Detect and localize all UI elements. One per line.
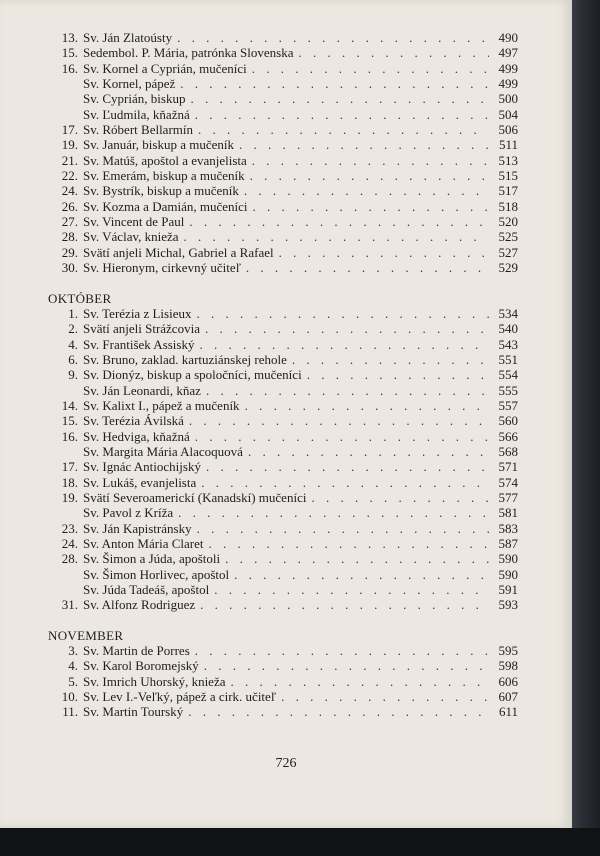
entry-page-number: 499: [498, 60, 518, 76]
entry-page-number: 577: [498, 489, 518, 505]
dot-leader: [197, 521, 489, 536]
entry-page-number: 590: [498, 566, 518, 582]
toc-entry: [48, 168, 518, 183]
toc-entry: [48, 444, 518, 459]
entry-day: 13.: [61, 30, 78, 45]
entry-day: 9.: [68, 367, 78, 383]
toc-entry: [48, 567, 518, 582]
entry-day: 19.: [61, 137, 78, 153]
dot-leader: [195, 429, 489, 444]
dot-leader: [188, 704, 489, 719]
toc-entry: [48, 704, 518, 719]
entry-day: 2.: [68, 321, 78, 337]
entry-title: Sv. Karol Boromejský: [83, 658, 199, 674]
dot-leader: [205, 321, 489, 336]
entry-title: Sv. Lev I.-Veľký, pápež a cirk. učiteľ: [83, 689, 277, 705]
dot-leader: [307, 367, 489, 382]
entry-page-number: 513: [498, 152, 518, 168]
entry-page-number: 543: [498, 336, 518, 352]
dot-leader: [198, 122, 489, 137]
entry-day: 27.: [61, 214, 78, 230]
toc-entry: [48, 475, 518, 490]
entry-title: Svätí anjeli Strážcovia: [83, 321, 200, 337]
toc-entry: [48, 45, 518, 60]
entry-title: Sv. Kornel a Cyprián, mučeníci: [83, 60, 247, 76]
entry-page-number: 551: [498, 351, 518, 367]
entry-title: Sv. Január, biskup a mučeník: [83, 137, 234, 153]
entry-day: 22.: [61, 168, 78, 184]
entry-page-number: 574: [498, 474, 518, 490]
dot-leader: [239, 137, 489, 152]
toc-entry: [48, 383, 518, 398]
entry-page-number: 540: [498, 321, 518, 337]
toc-entry: [48, 107, 518, 122]
entry-page-number: 568: [498, 443, 518, 459]
entry-page-number: 490: [498, 30, 518, 45]
entry-page-number: 497: [498, 45, 518, 61]
toc-entry: [48, 153, 518, 168]
entry-title: Sv. Bruno, zaklad. kartuziánskej rehole: [83, 351, 287, 367]
dot-leader: [190, 91, 489, 106]
entry-title: Sv. Martin Tourský: [83, 704, 184, 720]
dot-leader: [250, 168, 489, 183]
entry-page-number: 591: [498, 582, 518, 598]
entry-title: Sv. Ján Leonardi, kňaz: [83, 382, 201, 398]
entry-title: Sv. Bystrík, biskup a mučeník: [83, 183, 239, 199]
dot-leader: [201, 475, 489, 490]
dot-leader: [184, 229, 489, 244]
entry-title: Sv. Pavol z Kríža: [83, 505, 174, 521]
entry-title: Sv. Anton Mária Claret: [83, 536, 204, 551]
dot-leader: [189, 214, 489, 229]
dot-leader: [244, 183, 489, 198]
entry-title: Sedembol. P. Mária, patrónka Slovenska: [83, 45, 294, 61]
entry-title: Sv. Imrich Uhorský, knieža: [83, 673, 226, 689]
dot-leader: [292, 352, 489, 367]
entry-page-number: 506: [498, 122, 518, 138]
page-number: 726: [275, 756, 297, 771]
entry-title: Sv. Terézia z Lisieux: [83, 305, 192, 321]
toc-entry: [48, 214, 518, 229]
entry-page-number: 500: [498, 91, 518, 107]
toc-entry: [48, 689, 518, 704]
entry-page-number: 566: [498, 428, 518, 444]
entry-title: Sv. Terézia Ávilská: [83, 413, 184, 429]
dot-leader: [177, 30, 489, 45]
entry-page-number: 607: [498, 689, 518, 705]
toc-entry: [48, 459, 518, 474]
dot-leader: [245, 398, 489, 413]
dot-leader: [208, 536, 489, 551]
entry-page-number: 571: [498, 459, 518, 475]
dot-leader: [206, 459, 489, 474]
entry-page-number: 504: [498, 106, 518, 122]
entry-page-number: 598: [498, 658, 518, 674]
entry-day: 28.: [61, 229, 78, 245]
toc-entry: [48, 413, 518, 428]
dot-leader: [231, 674, 490, 689]
toc-entry: [48, 367, 518, 382]
entry-page-number: 595: [498, 643, 518, 659]
month-heading: NOVEMBER: [48, 627, 124, 643]
entry-page-number: 560: [498, 413, 518, 429]
entry-title: Sv. Alfonz Rodriguez: [83, 597, 196, 613]
entry-day: 6.: [68, 351, 78, 367]
toc-entry: [48, 91, 518, 106]
entry-page-number: 515: [498, 168, 518, 184]
toc-entry: [48, 245, 518, 260]
entry-day: 26.: [61, 198, 78, 214]
entry-title: Sv. Emerám, biskup a mučeník: [83, 168, 245, 184]
entry-page-number: 518: [498, 198, 518, 214]
entry-title: Sv. Róbert Bellarmín: [83, 122, 194, 138]
entry-day: 16.: [61, 60, 78, 76]
toc-entry: [48, 352, 518, 367]
entry-page-number: 525: [498, 229, 518, 245]
dot-leader: [196, 306, 489, 321]
entry-title: Sv. Martin de Porres: [83, 643, 190, 659]
entry-day: 31.: [61, 597, 78, 613]
entry-page-number: 520: [498, 214, 518, 230]
toc-entry: [48, 429, 518, 444]
toc-entry: [48, 61, 518, 76]
entry-page-number: 593: [498, 597, 518, 613]
toc-entry: [48, 306, 518, 321]
entry-title: Sv. Hieronym, cirkevný učiteľ: [83, 260, 241, 276]
toc-entry: [48, 536, 518, 551]
table-of-contents: [48, 30, 518, 720]
dot-leader: [248, 444, 489, 459]
page-bottom-edge: [0, 828, 600, 856]
entry-page-number: 554: [498, 367, 518, 383]
dot-leader: [234, 567, 489, 582]
entry-day: 14.: [61, 397, 78, 413]
entry-page-number: 511: [498, 137, 518, 153]
entry-page-number: 583: [498, 520, 518, 536]
entry-title: Sv. Václav, knieža: [83, 229, 179, 245]
toc-entry: [48, 643, 518, 658]
entry-title: Sv. Hedviga, kňažná: [83, 428, 190, 444]
entry-title: Sv. Kornel, pápež: [83, 76, 176, 92]
toc-entry: [48, 183, 518, 198]
toc-entry: [48, 76, 518, 91]
entry-title: Sv. Ľudmila, kňažná: [83, 106, 190, 122]
entry-title: Sv. Kozma a Damián, mučeníci: [83, 198, 248, 214]
entry-day: 11.: [62, 704, 78, 720]
dot-leader: [180, 76, 489, 91]
dot-leader: [189, 413, 489, 428]
dot-leader: [253, 199, 490, 214]
entry-page-number: 606: [498, 673, 518, 689]
entry-page-number: 557: [498, 397, 518, 413]
entry-day: 30.: [61, 260, 78, 276]
dot-leader: [195, 643, 489, 658]
dot-leader: [225, 551, 489, 566]
dot-leader: [281, 689, 489, 704]
entry-page-number: 590: [498, 551, 518, 567]
toc-entry: [48, 260, 518, 275]
entry-title: Svätí anjeli Michal, Gabriel a Rafael: [83, 244, 274, 260]
entry-day: 19.: [61, 489, 78, 505]
entry-title: Sv. Šimon Horlivec, apoštol: [83, 566, 230, 582]
entry-page-number: 587: [498, 536, 518, 551]
month-heading: OKTÓBER: [48, 290, 112, 306]
entry-page-number: 611: [498, 704, 518, 720]
entry-title: Sv. Vincent de Paul: [83, 214, 185, 230]
entry-title: Sv. Matúš, apoštol a evanjelista: [83, 152, 247, 168]
toc-entry: [48, 199, 518, 214]
toc-entry: [48, 582, 518, 597]
toc-entry: [48, 597, 518, 612]
toc-entry: [48, 229, 518, 244]
toc-entry: [48, 658, 518, 673]
entry-day: 24.: [61, 183, 78, 199]
entry-page-number: 527: [498, 244, 518, 260]
entry-title: Sv. Margita Mária Alacoquová: [83, 443, 243, 459]
entry-title: Sv. Lukáš, evanjelista: [83, 474, 197, 490]
entry-day: 4.: [68, 658, 78, 674]
entry-day: 18.: [61, 474, 78, 490]
entry-day: 16.: [61, 428, 78, 444]
toc-entry: [48, 337, 518, 352]
toc-entry: [48, 398, 518, 413]
entry-page-number: 555: [498, 382, 518, 398]
entry-day: 24.: [61, 536, 78, 551]
entry-title: Sv. Júda Tadeáš, apoštol: [83, 582, 210, 598]
toc-entry: [48, 122, 518, 137]
dot-leader: [204, 658, 489, 673]
entry-title: Svätí Severoamerickí (Kanadskí) mučeníci: [83, 489, 307, 505]
dot-leader: [206, 383, 489, 398]
entry-day: 3.: [68, 643, 78, 659]
book-spine: [572, 0, 600, 856]
entry-day: 15.: [61, 413, 78, 429]
dot-leader: [311, 490, 489, 505]
toc-entry: [48, 674, 518, 689]
entry-page-number: 499: [498, 76, 518, 92]
entry-page-number: 581: [498, 505, 518, 521]
dot-leader: [279, 245, 489, 260]
entry-title: Sv. Dionýz, biskup a spoločníci, mučeníci: [83, 367, 302, 383]
entry-day: 17.: [61, 122, 78, 138]
toc-entry: [48, 30, 518, 45]
dot-leader: [199, 337, 489, 352]
entry-day: 28.: [61, 551, 78, 567]
dot-leader: [178, 505, 489, 520]
toc-entry: [48, 551, 518, 566]
toc-entry: [48, 521, 518, 536]
entry-title: Sv. Ignác Antiochijský: [83, 459, 201, 475]
dot-leader: [246, 260, 489, 275]
dot-leader: [200, 597, 489, 612]
entry-title: Sv. Ján Zlatoústy: [83, 30, 173, 45]
toc-entry: [48, 321, 518, 336]
entry-title: Sv. Ján Kapistránsky: [83, 520, 192, 536]
entry-day: 5.: [68, 673, 78, 689]
entry-day: 21.: [61, 152, 78, 168]
entry-page-number: 529: [498, 260, 518, 276]
entry-day: 29.: [61, 244, 78, 260]
dot-leader: [252, 61, 489, 76]
entry-title: Sv. František Assiský: [83, 336, 195, 352]
entry-day: 15.: [61, 45, 78, 61]
dot-leader: [299, 45, 490, 60]
entry-day: 1.: [68, 305, 78, 321]
toc-entry: [48, 137, 518, 152]
toc-entry: [48, 490, 518, 505]
entry-title: Sv. Šimon a Júda, apoštoli: [83, 551, 221, 567]
entry-day: 23.: [61, 520, 78, 536]
entry-page-number: 517: [498, 183, 518, 199]
entry-title: Sv. Cyprián, biskup: [83, 91, 186, 107]
entry-day: 17.: [61, 459, 78, 475]
dot-leader: [214, 582, 489, 597]
entry-page-number: 534: [498, 305, 518, 321]
dot-leader: [195, 107, 489, 122]
entry-day: 4.: [68, 336, 78, 352]
toc-entry: [48, 505, 518, 520]
entry-title: Sv. Kalixt I., pápež a mučeník: [83, 397, 240, 413]
dot-leader: [252, 153, 489, 168]
entry-day: 10.: [61, 689, 78, 705]
